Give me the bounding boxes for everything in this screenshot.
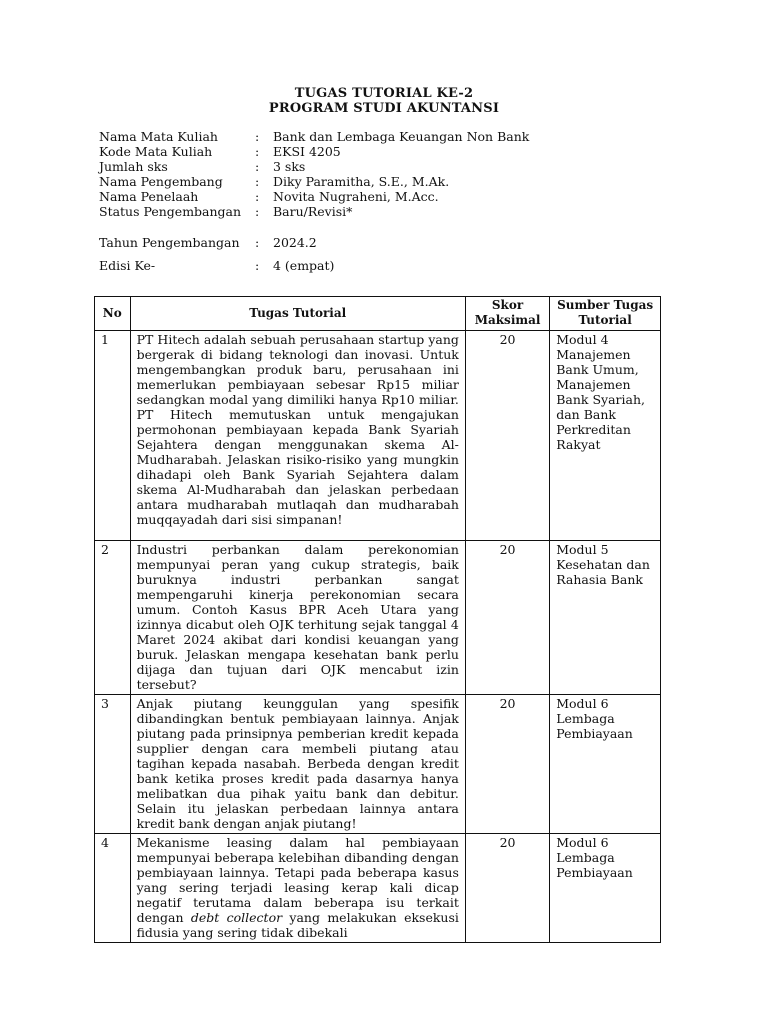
task-text-italic: debt collector xyxy=(190,910,283,925)
info-separator: : xyxy=(255,258,260,273)
header-max-score: Skor Maksimal xyxy=(465,297,549,331)
info-separator: : xyxy=(255,159,260,174)
task-source: Modul 4 Manajemen Bank Umum, Manajemen Bank Syariah, dan Bank Perkreditan Rakyat xyxy=(550,331,661,541)
info-separator: : xyxy=(255,129,260,144)
max-score: 20 xyxy=(465,541,549,695)
document-subtitle: PROGRAM STUDI AKUNTANSI xyxy=(268,101,500,116)
course-info xyxy=(99,129,679,273)
info-value: 4 (empat) xyxy=(273,258,335,273)
info-label: Edisi Ke- xyxy=(99,258,156,273)
info-row-edition xyxy=(99,258,679,273)
task-text-part: yang melakukan eksekusi fidusia yang sering tidak dibekali xyxy=(136,910,459,940)
header-no: No xyxy=(95,297,131,331)
row-number: 1 xyxy=(95,331,131,541)
info-separator: : xyxy=(255,144,260,159)
task-source: Modul 5 Kesehatan dan Rahasia Bank xyxy=(550,541,661,695)
info-value: Diky Paramitha, S.E., M.Ak. xyxy=(273,174,450,189)
table-row xyxy=(95,541,661,695)
info-value: 2024.2 xyxy=(273,235,317,250)
document-title: TUGAS TUTORIAL KE-2 xyxy=(294,86,474,101)
info-label: Nama Penelaah xyxy=(99,189,199,204)
info-value: EKSI 4205 xyxy=(273,144,341,159)
row-number: 3 xyxy=(95,695,131,834)
info-row-status xyxy=(99,204,679,235)
task-text: PT Hitech adalah sebuah perusahaan startup yang bergerak di bidang teknologi dan inovasi. Untuk mengembangkan produk baru, perusahaan ini memerlukan pembiayaan sebesar Rp15 miliar sedangkan modal yang dimiliki hanya Rp10 miliar. PT Hitech memutuskan untuk mengajukan permohonan pembiayaan kepada Bank Syariah Sejahtera dengan menggunakan skema Al-Mudharabah. Jelaskan risiko-risiko yang mungkin dihadapi oleh Bank Syariah Sejahtera dalam skema Al-Mudharabah dan jelaskan perbedaan antara mudharabah mutlaqah dan mudharabah muqqayadah dari sisi simpanan! xyxy=(130,331,465,541)
info-value: 3 sks xyxy=(273,159,306,174)
info-row-developer xyxy=(99,174,679,189)
task-text: Anjak piutang keunggulan yang spesifik dibandingkan bentuk pembiayaan lainnya. Anjak piutang pada prinsipnya pemberian kredit kepada supplier dengan cara membeli piutang atau tagihan kepada nasabah. Berbeda dengan kredit bank ketika proses kredit pada dasarnya hanya melibatkan dua pihak yaitu bank dan debitur. Selain itu jelaskan perbedaan lainnya antara kredit bank dengan anjak piutang! xyxy=(130,695,465,834)
info-label: Nama Mata Kuliah xyxy=(99,129,218,144)
info-value: Novita Nugraheni, M.Acc. xyxy=(273,189,439,204)
info-row-credits xyxy=(99,159,679,174)
info-separator: : xyxy=(255,189,260,204)
max-score: 20 xyxy=(465,695,549,834)
info-row-course-name xyxy=(99,129,679,144)
task-text xyxy=(130,834,465,943)
table-row xyxy=(95,834,661,943)
row-number: 2 xyxy=(95,541,131,695)
info-label: Tahun Pengembangan xyxy=(99,235,240,250)
row-number: 4 xyxy=(95,834,131,943)
header-source: Sumber Tugas Tutorial xyxy=(550,297,661,331)
max-score: 20 xyxy=(465,331,549,541)
info-label: Nama Pengembang xyxy=(99,174,223,189)
info-label: Kode Mata Kuliah xyxy=(99,144,213,159)
info-label: Status Pengembangan xyxy=(99,204,242,219)
info-separator: : xyxy=(255,235,260,250)
info-label: Jumlah sks xyxy=(99,159,168,174)
header-task: Tugas Tutorial xyxy=(130,297,465,331)
info-row-reviewer xyxy=(99,189,679,204)
info-value: Baru/Revisi* xyxy=(273,204,353,219)
table-header-row xyxy=(95,297,661,331)
info-value: Bank dan Lembaga Keuangan Non Bank xyxy=(273,129,530,144)
info-row-course-code xyxy=(99,144,679,159)
max-score: 20 xyxy=(465,834,549,943)
task-text: Industri perbankan dalam perekonomian mempunyai peran yang cukup strategis, baik buruknya industri perbankan sangat mempengaruhi kinerja perekonomian secara umum. Contoh Kasus BPR Aceh Utara yang izinnya dicabut oleh OJK terhitung sejak tanggal 4 Maret 2024 akibat dari kondisi keuangan yang buruk. Jelaskan mengapa kesehatan bank perlu dijaga dan tujuan dari OJK mencabut izin tersebut? xyxy=(130,541,465,695)
table-row xyxy=(95,331,661,541)
table-row xyxy=(95,695,661,834)
task-text-part: Mekanisme leasing dalam hal pembiayaan mempunyai beberapa kelebihan dibanding dengan pembiayaan lainnya. Tetapi pada beberapa kasus yang sering terjadi leasing kerap kali dicap negatif terutama dalam beberapa isu terkait dengan xyxy=(136,835,459,925)
info-separator: : xyxy=(255,174,260,189)
task-source: Modul 6 Lembaga Pembiayaan xyxy=(550,695,661,834)
task-source: Modul 6 Lembaga Pembiayaan xyxy=(550,834,661,943)
tutorial-task-table xyxy=(94,296,661,943)
info-separator: : xyxy=(255,204,260,219)
